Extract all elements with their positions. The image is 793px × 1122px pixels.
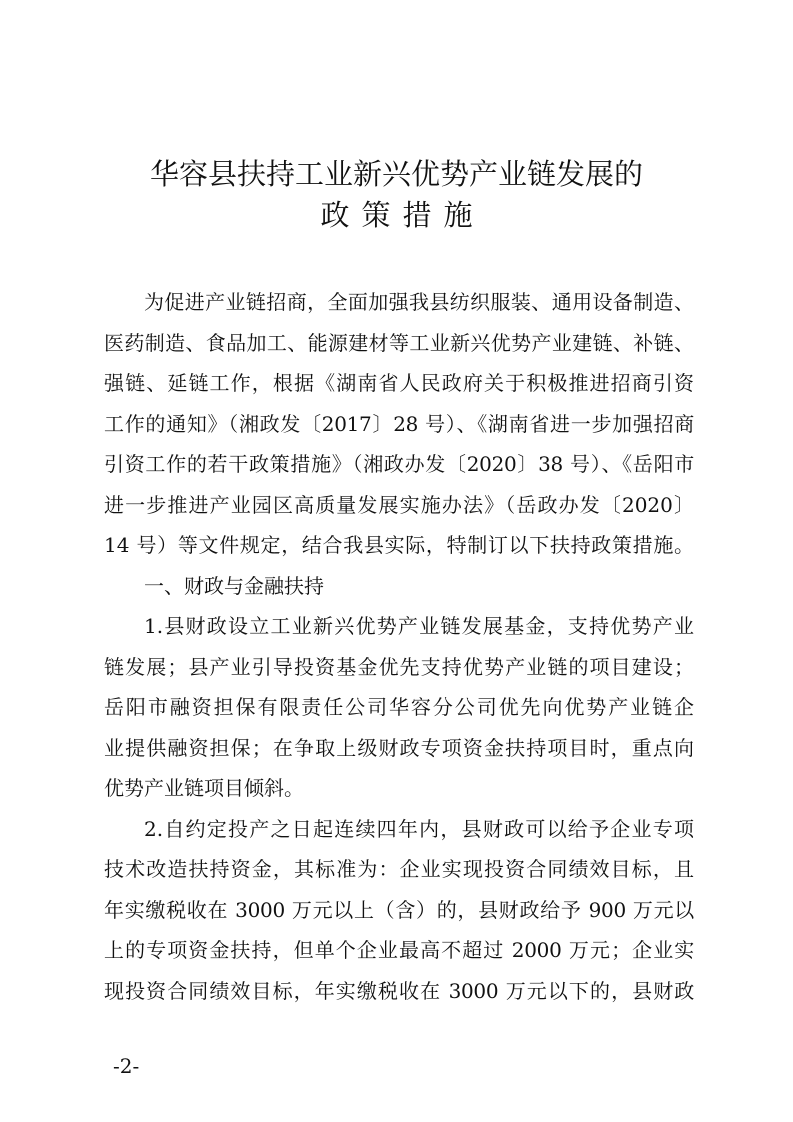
paragraph-line: 业提供融资担保；在争取上级财政专项资金扶持项目时，重点向 xyxy=(104,735,694,760)
paragraph-line: 为促进产业链招商，全面加强我县纺织服装、通用设备制造、 xyxy=(144,290,694,314)
paragraph-line: 工作的通知》（湘政发〔2017〕28 号）、《湖南省进一步加强招商 xyxy=(104,411,694,436)
paragraph-line: 上的专项资金扶持，但单个企业最高不超过 2000 万元；企业实 xyxy=(104,938,694,962)
paragraph-line: 1.县财政设立工业新兴优势产业链发展基金，支持优势产业 xyxy=(144,614,694,638)
paragraph-line: 2.自约定投产之日起连续四年内，县财政可以给予企业专项 xyxy=(144,816,694,841)
paragraph-line: 优势产业链项目倾斜。 xyxy=(104,776,304,800)
document-body xyxy=(104,282,694,1011)
section-heading: 一、财政与金融扶持 xyxy=(144,573,324,598)
paragraph-line: 进一步推进产业园区高质量发展实施办法》（岳政办发〔2020〕 xyxy=(104,492,694,517)
paragraph-line: 技术改造扶持资金，其标准为：企业实现投资合同绩效目标，且 xyxy=(104,857,694,881)
page-number: -2- xyxy=(113,1054,140,1078)
paragraph-line: 引资工作的若干政策措施》（湘政办发〔2020〕38 号）、《岳阳市 xyxy=(104,452,694,476)
paragraph-line: 强链、延链工作，根据《湖南省人民政府关于积极推进招商引资 xyxy=(104,371,694,395)
paragraph-line: 岳阳市融资担保有限责任公司华容分公司优先向优势产业链企 xyxy=(104,695,694,719)
paragraph-line: 年实缴税收在 3000 万元以上（含）的，县财政给予 900 万元以 xyxy=(104,897,694,922)
document-title-line-1: 华容县扶持工业新兴优势产业链发展的 xyxy=(149,157,643,191)
document-title-line-2: 政策措施 xyxy=(320,198,485,232)
paragraph-line: 医药制造、食品加工、能源建材等工业新兴优势产业建链、补链、 xyxy=(104,330,694,355)
paragraph-line: 现投资合同绩效目标，年实缴税收在 3000 万元以下的，县财政 xyxy=(104,978,694,1003)
paragraph-line: 14 号）等文件规定，结合我县实际，特制订以下扶持政策措施。 xyxy=(104,533,694,557)
paragraph-line: 链发展；县产业引导投资基金优先支持优势产业链的项目建设； xyxy=(104,654,694,679)
